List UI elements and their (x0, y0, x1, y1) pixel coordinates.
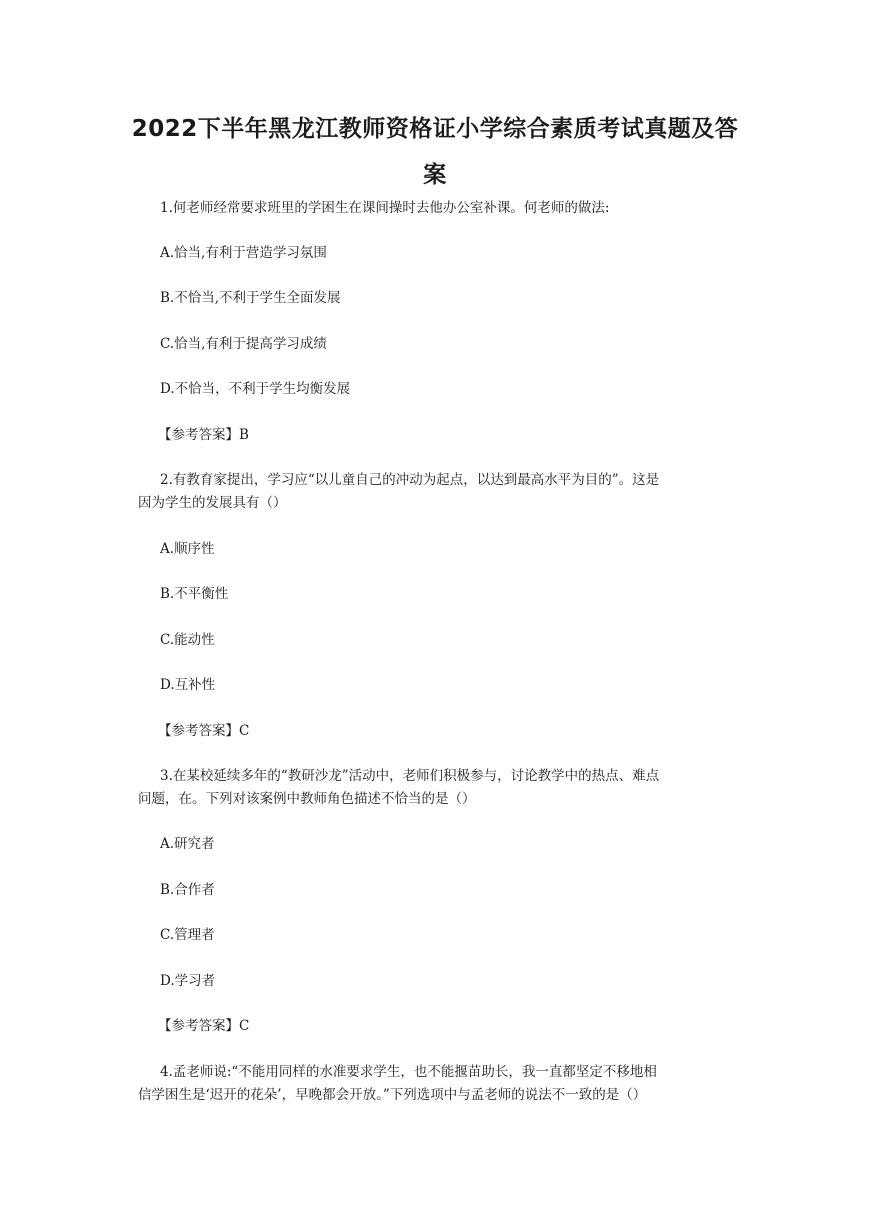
question-3-option-c: C.管理者 (160, 927, 215, 943)
question-1-option-b: B.不恰当,不利于学生全面发展 (160, 290, 341, 306)
title-line-2: 案 (423, 162, 447, 188)
question-3-stem-line-2: 问题，在。下列对该案例中教师角色描述不恰当的是（） (138, 791, 476, 807)
question-3-option-b: B.合作者 (160, 882, 215, 898)
question-1-option-a: A.恰当,有利于营造学习氛围 (160, 245, 327, 261)
document-title (120, 106, 750, 198)
question-1-option-c: C.恰当,有利于提高学习成绩 (160, 336, 327, 352)
question-3-option-d: D.学习者 (160, 973, 216, 989)
question-1-answer: 【参考答案】B (158, 427, 249, 443)
question-2-option-b: B.不平衡性 (160, 586, 229, 602)
title-line-1: 2022下半年黑龙江教师资格证小学综合素质考试真题及答 (131, 116, 739, 142)
question-4-stem-line-2: 信学困生是‘迟开的花朵’，早晚都会开放。”下列选项中与孟老师的说法不一致的是（） (138, 1087, 647, 1103)
question-2-option-c: C.能动性 (160, 632, 215, 648)
question-1-option-d: D.不恰当，不利于学生均衡发展 (160, 381, 351, 397)
question-2-option-d: D.互补性 (160, 677, 216, 693)
question-2-stem-line-2: 因为学生的发展具有（） (138, 495, 287, 511)
question-4-stem-line-1: 4.孟老师说:“不能用同样的水准要求学生，也不能揠苗助长，我一直都坚定不移地相 (160, 1064, 657, 1080)
question-3-stem-line-1: 3.在某校延续多年的“教研沙龙”活动中，老师们积极参与，讨论教学中的热点、难点 (160, 768, 660, 784)
question-3-option-a: A.研究者 (160, 836, 215, 852)
question-2-option-a: A.顺序性 (160, 541, 215, 557)
question-2-answer: 【参考答案】C (158, 723, 250, 739)
question-1-stem: 1.何老师经常要求班里的学困生在课间操时去他办公室补课。何老师的做法: (160, 200, 610, 216)
question-2-stem-line-1: 2.有教育家提出，学习应“以儿童自己的冲动为起点，以达到最高水平为目的”。这是 (160, 472, 660, 488)
question-3-answer: 【参考答案】C (158, 1018, 250, 1034)
